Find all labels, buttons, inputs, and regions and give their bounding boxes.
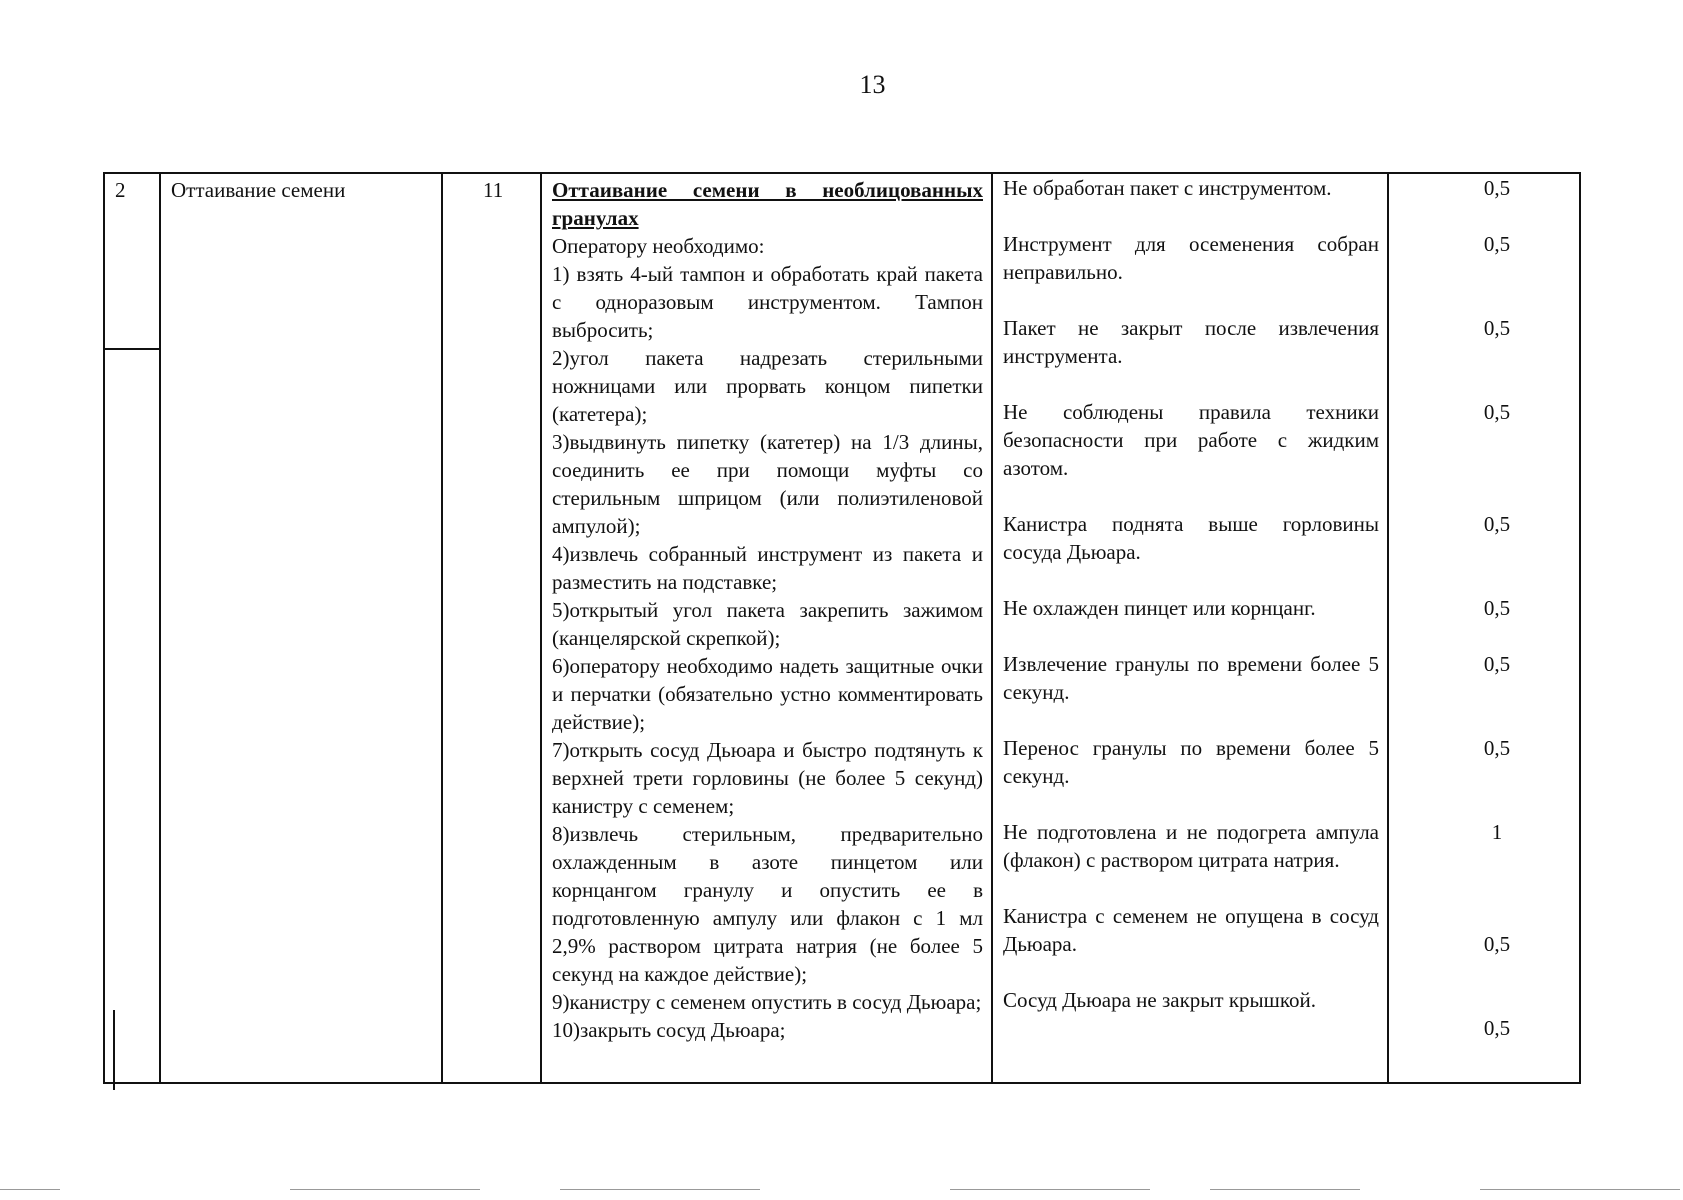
procedure-line: 8)извлечь стерильным, предварительно охлажденным в азоте пинцетом или корнцангом гранулу и опустить ее в подготовленную ампулу или флакон с 1 мл 2,9% раствором цитрата натрия (не более 5 секунд на каждое действие); bbox=[552, 822, 983, 986]
error-item: Инструмент для осеменения собран неправильно. bbox=[1003, 232, 1379, 284]
table-row bbox=[104, 173, 1580, 1083]
procedure-line: 9)канистру с семенем опустить в сосуд Дьюара; bbox=[552, 990, 982, 1014]
error-item: Извлечение гранулы по времени более 5 секунд. bbox=[1003, 652, 1379, 704]
code-cell bbox=[442, 173, 541, 1083]
scan-artifact bbox=[0, 1189, 60, 1190]
error-item: Не соблюдены правила техники безопасности при работе с жидким азотом. bbox=[1003, 400, 1379, 480]
error-item: Не охлажден пинцет или корнцанг. bbox=[1003, 596, 1316, 620]
score-value: 0,5 bbox=[1483, 316, 1511, 340]
scan-artifact bbox=[1210, 1189, 1360, 1190]
error-item: Перенос гранулы по времени более 5 секунд. bbox=[1003, 736, 1379, 788]
error-item: Не обработан пакет с инструментом. bbox=[1003, 176, 1332, 200]
row-number: 2 bbox=[115, 178, 126, 202]
score-value: 0,5 bbox=[1483, 932, 1511, 956]
procedure-line: 6)оператору необходимо надеть защитные очки и перчатки (обязательно устно комментировать действие); bbox=[552, 654, 983, 734]
scan-artifact bbox=[1480, 1189, 1680, 1190]
scores-cell bbox=[1388, 173, 1580, 1083]
procedure-line: 1) взять 4-ый тампон и обработать край пакета с одноразовым инструментом. Тампон выбросить; bbox=[552, 262, 983, 342]
error-item: Не подготовлена и не подогрета ампула (флакон) с раствором цитрата натрия. bbox=[1003, 820, 1379, 872]
stage-name-cell bbox=[160, 173, 442, 1083]
criteria-table bbox=[103, 172, 1581, 1084]
score-value: 0,5 bbox=[1483, 232, 1511, 256]
procedure-line: 4)извлечь собранный инструмент из пакета и разместить на подставке; bbox=[552, 542, 983, 594]
score-value: 0,5 bbox=[1483, 652, 1511, 676]
procedure-cell bbox=[541, 173, 992, 1083]
score-value: 0,5 bbox=[1483, 400, 1511, 424]
error-item: Сосуд Дьюара не закрыт крышкой. bbox=[1003, 988, 1316, 1012]
score-value: 0,5 bbox=[1483, 176, 1511, 200]
row-number-cell bbox=[104, 173, 160, 1083]
procedure-heading: Оттаивание семени в необлицованных гранулах bbox=[552, 178, 983, 230]
margin-rule bbox=[113, 1010, 115, 1090]
score-value: 0,5 bbox=[1483, 1016, 1511, 1040]
error-item: Пакет не закрыт после извлечения инструмента. bbox=[1003, 316, 1379, 368]
score-value: 0,5 bbox=[1483, 512, 1511, 536]
stage-code: 11 bbox=[483, 178, 504, 202]
procedure-line: 3)выдвинуть пипетку (катетер) на 1/3 длины, соединить ее при помощи муфты со стерильным шприцом (или полиэтиленовой ампулой); bbox=[552, 430, 983, 538]
score-value: 0,5 bbox=[1483, 736, 1511, 760]
error-item: Канистра с семенем не опущена в сосуд Дьюара. bbox=[1003, 904, 1379, 956]
procedure-line: 5)открытый угол пакета закрепить зажимом (канцелярской скрепкой); bbox=[552, 598, 983, 650]
score-value: 1 bbox=[1491, 820, 1503, 844]
score-value: 0,5 bbox=[1483, 596, 1511, 620]
errors-cell bbox=[992, 173, 1388, 1083]
stage-name: Оттаивание семени bbox=[171, 178, 346, 202]
scan-artifact bbox=[950, 1189, 1150, 1190]
cell-divider bbox=[105, 348, 159, 350]
procedure-line: 2)угол пакета надрезать стерильными ножницами или прорвать концом пипетки (катетера); bbox=[552, 346, 983, 426]
procedure-line: Оператору необходимо: bbox=[552, 234, 765, 258]
procedure-line: 7)открыть сосуд Дьюара и быстро подтянуть к верхней трети горловины (не более 5 секунд) канистру с семенем; bbox=[552, 738, 983, 818]
scan-artifact bbox=[290, 1189, 480, 1190]
error-item: Канистра поднята выше горловины сосуда Дьюара. bbox=[1003, 512, 1379, 564]
procedure-line: 10)закрыть сосуд Дьюара; bbox=[552, 1018, 786, 1042]
page-number: 13 bbox=[859, 70, 886, 99]
scan-artifact bbox=[560, 1189, 760, 1190]
